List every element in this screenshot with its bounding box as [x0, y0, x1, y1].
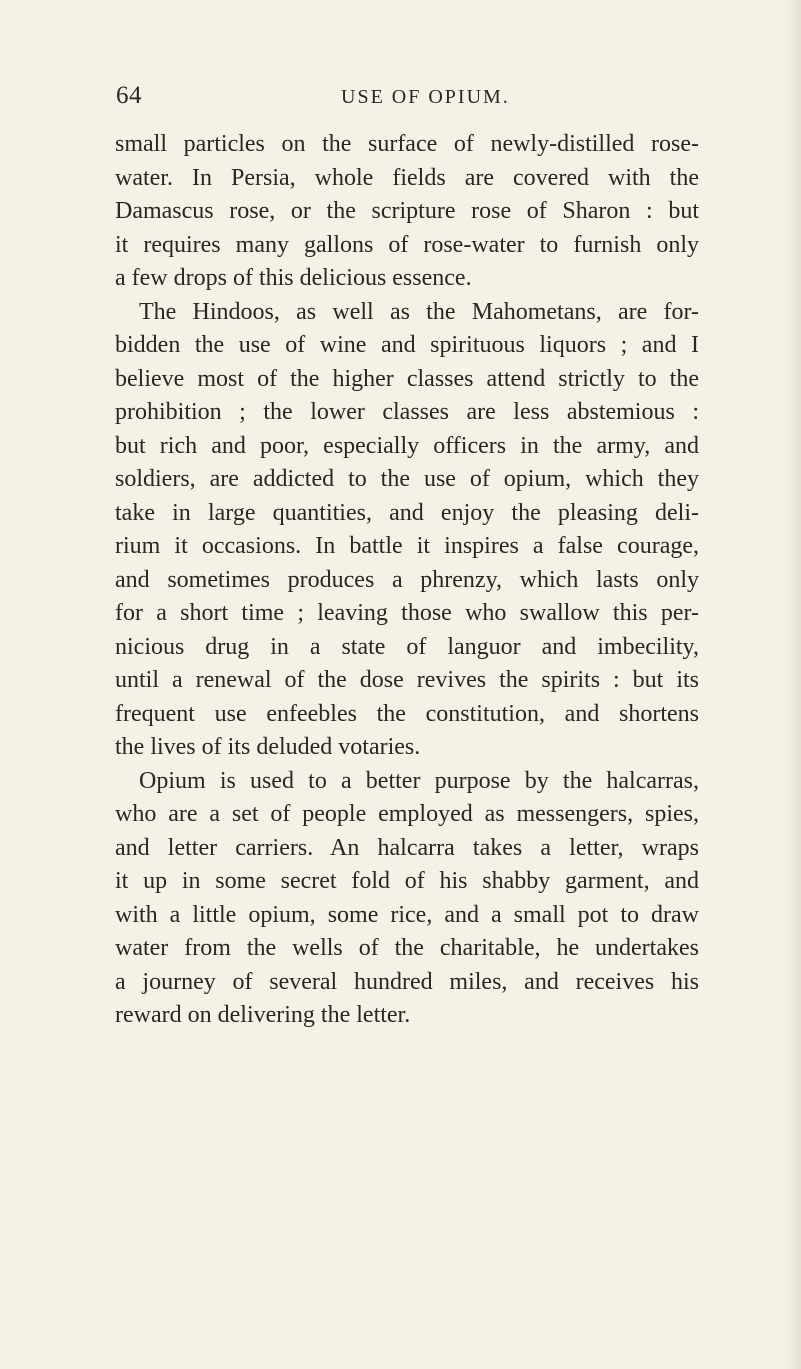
text-line: water. In Persia, whole fields are covered with the — [115, 164, 699, 191]
page-edge-shadow — [787, 0, 801, 1369]
text-line: soldiers, are addicted to the use of opium, which they — [115, 466, 699, 492]
text-line: take in large quantities, and enjoy the pleasing deli- — [115, 499, 699, 526]
text-line: prohibition ; the lower classes are less abstemious : — [115, 399, 699, 425]
text-line: believe most of the higher classes attend strictly to the — [115, 365, 699, 392]
text-line: a journey of several hundred miles, and receives his — [115, 968, 699, 995]
text-line: and sometimes produces a phrenzy, which lasts only — [115, 566, 699, 593]
page-number: 64 — [116, 82, 142, 109]
text-line: for a short time ; leaving those who swallow this per- — [115, 600, 699, 626]
text-line: it requires many gallons of rose-water to furnish only — [115, 231, 699, 258]
text-line: the lives of its deluded votaries. — [115, 734, 421, 760]
text-line: and letter carriers. An halcarra takes a letter, wraps — [115, 834, 699, 861]
text-line: a few drops of this delicious essence. — [115, 265, 472, 291]
text-line: bidden the use of wine and spirituous liquors ; and I — [115, 332, 699, 358]
running-head: USE OF OPIUM. — [341, 86, 510, 108]
text-line: Damascus rose, or the scripture rose of Sharon : but — [115, 198, 699, 224]
text-line: small particles on the surface of newly-distilled rose- — [115, 131, 699, 157]
text-line: rium it occasions. In battle it inspires a false courage, — [115, 533, 699, 559]
text-line: it up in some secret fold of his shabby garment, and — [115, 868, 699, 894]
text-line: until a renewal of the dose revives the spirits : but its — [115, 667, 699, 693]
body-text — [115, 128, 699, 1033]
text-line: Opium is used to a better purpose by the halcarras, — [139, 767, 699, 794]
text-line: reward on delivering the letter. — [115, 1002, 411, 1028]
text-line: The Hindoos, as well as the Mahometans, are for- — [139, 298, 699, 325]
text-line: who are a set of people employed as messengers, spies, — [115, 801, 699, 827]
page-header — [116, 78, 696, 114]
text-line: frequent use enfeebles the constitution, and shortens — [115, 700, 699, 727]
text-line: with a little opium, some rice, and a small pot to draw — [115, 901, 699, 928]
text-line: water from the wells of the charitable, he undertakes — [115, 935, 699, 961]
text-line: nicious drug in a state of languor and imbecility, — [115, 633, 699, 660]
text-line: but rich and poor, especially officers in the army, and — [115, 432, 699, 459]
